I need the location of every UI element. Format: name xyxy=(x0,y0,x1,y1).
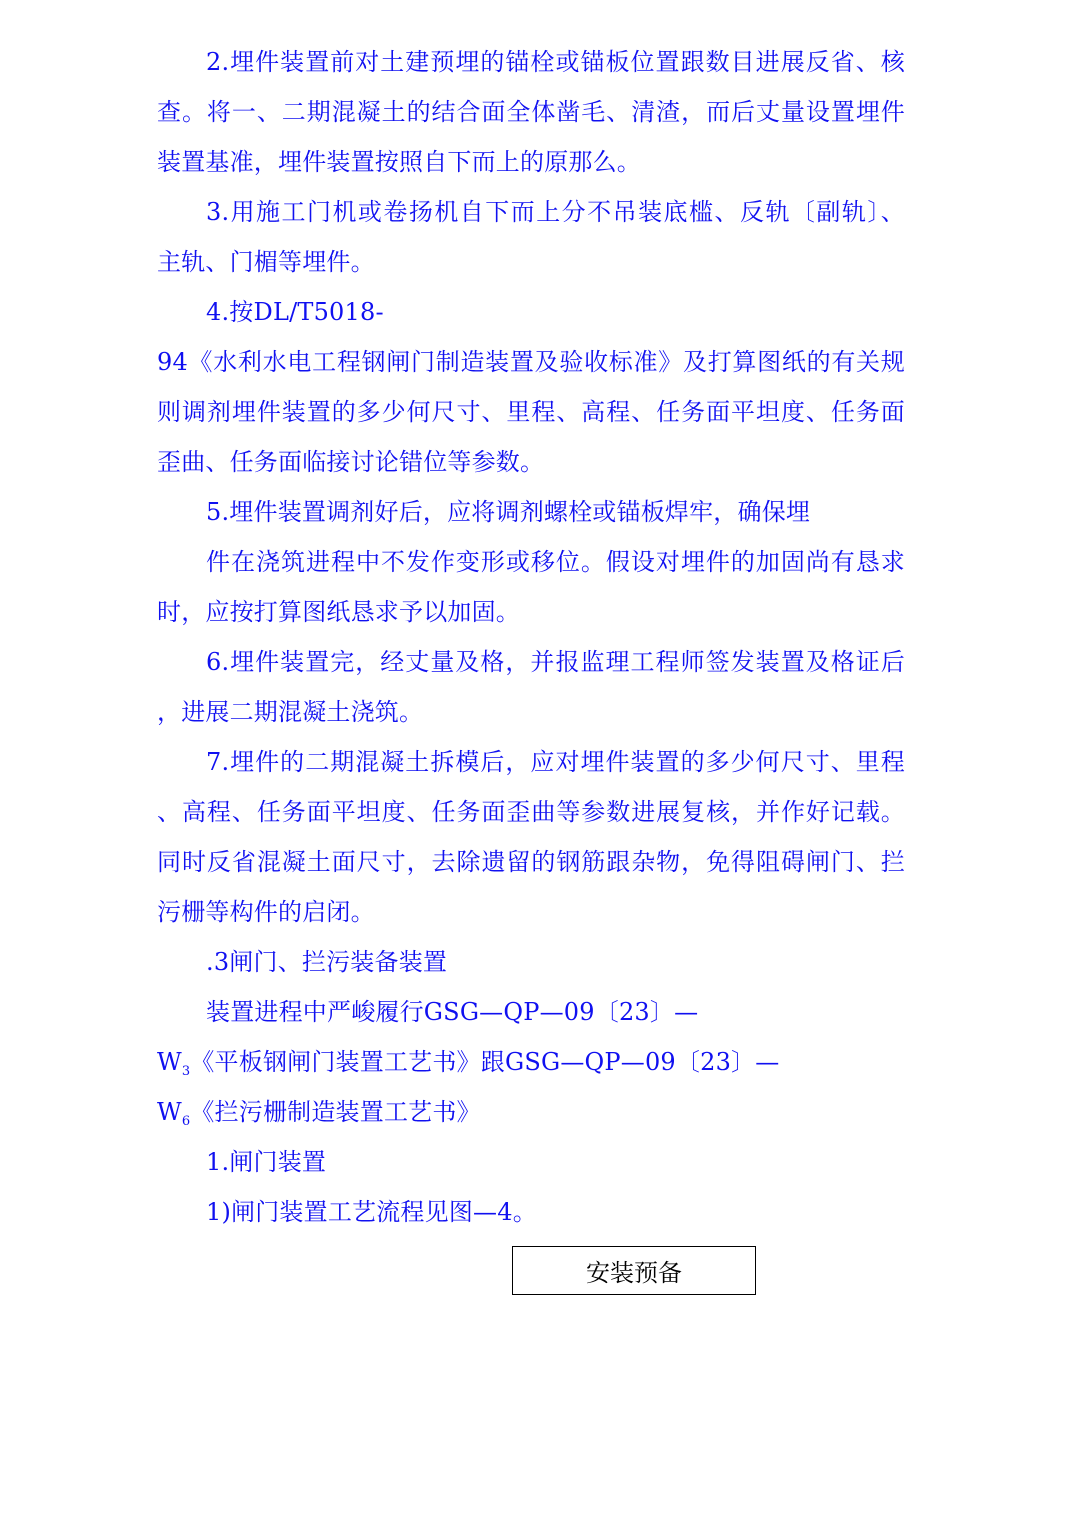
paragraph-5-line-2: 件在浇筑进程中不发作变形或移位。假设对埋件的加固尚有恳求 xyxy=(206,548,905,576)
w6-prefix: W xyxy=(157,1098,182,1126)
flowchart-box-label: 安装预备 xyxy=(586,1259,682,1287)
paragraph-2-line-2: 查。将一、二期混凝土的结合面全体凿毛、清渣，而后丈量设置埋件 xyxy=(157,98,905,126)
paragraph-5-line-1: 5.埋件装置调剂好后，应将调剂螺栓或锚板焊牢，确保埋 xyxy=(206,498,811,526)
paragraph-6-line-1: 6.埋件装置完，经丈量及格，并报监理工程师签发装置及格证后 xyxy=(206,648,905,676)
paragraph-2-line-3: 装置基准，埋件装置按照自下而上的原那么。 xyxy=(157,148,641,176)
paragraph-7-line-4: 污栅等构件的启闭。 xyxy=(157,898,375,926)
w3-subscript: 3 xyxy=(181,1064,191,1079)
gate-flow-reference: 1)闸门装置工艺流程见图—4。 xyxy=(206,1198,537,1226)
paragraph-4-line-1: 4.按DL/T5018- xyxy=(206,298,384,326)
gate-install-heading: 1.闸门装置 xyxy=(206,1148,327,1176)
section-line-3 xyxy=(157,1097,481,1137)
paragraph-2-line-1: 2.埋件装置前对土建预埋的锚栓或锚板位置跟数目进展反省、核 xyxy=(206,48,905,76)
paragraph-3-line-1: 3.用施工门机或卷扬机自下而上分不吊装底槛、反轨〔副轨〕、 xyxy=(206,198,905,226)
paragraph-5-line-3: 时，应按打算图纸恳求予以加固。 xyxy=(157,598,520,626)
paragraph-7-line-1: 7.埋件的二期混凝土拆模后，应对埋件装置的多少何尺寸、里程 xyxy=(206,748,905,776)
w3-prefix: W xyxy=(157,1048,182,1076)
section-heading: .3闸门、拦污装备装置 xyxy=(206,948,448,976)
w6-subscript: 6 xyxy=(181,1114,191,1129)
paragraph-4-line-3: 则调剂埋件装置的多少何尺寸、里程、高程、任务面平坦度、任务面 xyxy=(157,398,905,426)
w6-text: 《拦污栅制造装置工艺书》 xyxy=(190,1098,481,1126)
w3-text: 《平板钢闸门装置工艺书》跟GSG—QP—09〔23〕— xyxy=(190,1048,780,1076)
flowchart-box-install-prep xyxy=(512,1246,756,1295)
paragraph-7-line-3: 同时反省混凝土面尺寸，去除遗留的钢筋跟杂物，免得阻碍闸门、拦 xyxy=(157,848,905,876)
paragraph-6-line-2: ，进展二期混凝土浇筑。 xyxy=(157,698,424,726)
paragraph-4-line-4: 歪曲、任务面临接讨论错位等参数。 xyxy=(157,448,545,476)
paragraph-7-line-2: 、高程、任务面平坦度、任务面歪曲等参数进展复核，并作好记载。 xyxy=(157,798,905,826)
section-line-1: 装置进程中严峻履行GSG—QP—09〔23〕— xyxy=(206,998,699,1026)
paragraph-4-line-2: 94《水利水电工程钢闸门制造装置及验收标准》及打算图纸的有关规 xyxy=(157,348,905,376)
section-line-2 xyxy=(157,1047,779,1087)
paragraph-3-line-2: 主轨、门楣等埋件。 xyxy=(157,248,375,276)
